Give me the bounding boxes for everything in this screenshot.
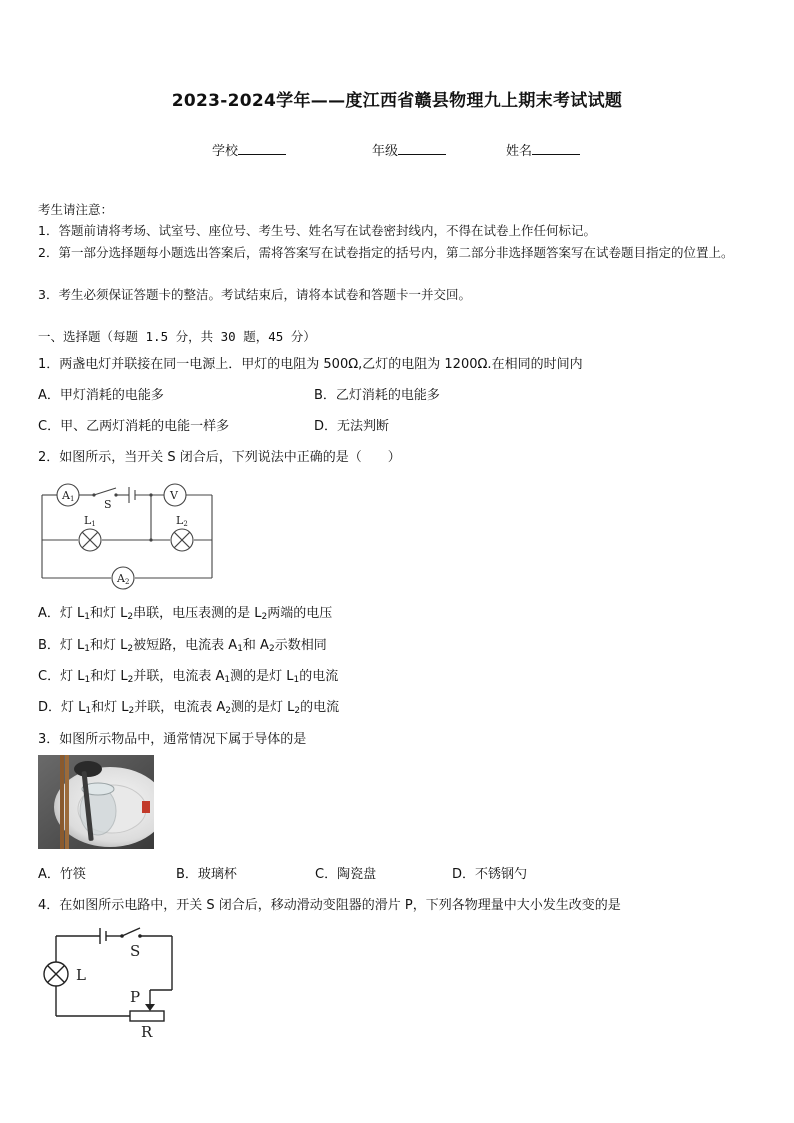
q3-option-a: A．竹筷 — [38, 867, 86, 882]
q3-option-b: B．玻璃杯 — [176, 867, 237, 882]
q2-option-a: A．灯 $L_1$和灯 $L_2$串联，电压表测的是 $L_2$两端的电压 — [38, 606, 333, 622]
notice-heading: 考生请注意： — [38, 202, 114, 217]
q2-option-d: D．灯 $L_1$和灯 $L_2$并联，电流表 $A_2$测的是灯 $L_2$的电流 — [38, 700, 340, 716]
q1-option-b: B．乙灯消耗的电能多 — [314, 388, 440, 403]
page-title: 2023-2024学年——度江西省赣县物理九上期末考试试题 — [171, 91, 623, 111]
q1-option-d: D．无法判断 — [314, 419, 390, 434]
school-field — [212, 140, 286, 159]
q4-circuit-diagram — [36, 924, 186, 1042]
tableware-image — [38, 755, 154, 849]
q2-option-c: C．灯 $L_1$和灯 $L_2$并联，电流表 $A_1$测的是灯 $L_1$的电流 — [38, 669, 339, 685]
ammeter-a1-label: A1 — [62, 489, 75, 503]
school-label: 学校 — [212, 144, 239, 159]
lamp-l1-label: L1 — [84, 514, 96, 528]
q3-stem: 3．如图所示物品中，通常情况下属于导体的是 — [38, 732, 307, 747]
q3-option-d: D．不锈钢勺 — [452, 867, 528, 882]
q4-stem: 4．在如图所示电路中，开关 S 闭合后，移动滑动变阻器的滑片 P，下列各物理量中大小发生改变的是 — [38, 898, 621, 913]
q2-option-b: B．灯 $L_1$和灯 $L_2$被短路，电流表 $A_1$和 $A_2$示数相同 — [38, 638, 327, 654]
lamp-l-label: L — [76, 966, 86, 984]
name-field — [506, 140, 580, 159]
name-label: 姓名 — [506, 144, 533, 159]
section-heading: 一、选择题（每题 1.5 分，共 30 题，45 分） — [38, 329, 316, 344]
switch-s-label: S — [104, 498, 112, 511]
q1-option-a: A．甲灯消耗的电能多 — [38, 388, 164, 403]
school-blank — [238, 142, 286, 155]
q3-photo-objects — [38, 755, 154, 849]
notice-item-3: 3．考生必须保证答题卡的整洁。考试结束后，请将本试卷和答题卡一并交回。 — [38, 287, 471, 302]
switch-s-label: S — [130, 942, 141, 960]
ammeter-a2-label: A2 — [117, 572, 130, 586]
grade-field — [372, 140, 446, 159]
grade-blank — [398, 142, 446, 155]
q2-stem: 2．如图所示，当开关 S 闭合后，下列说法中正确的是（ ） — [38, 450, 401, 465]
rheostat-r-label: R — [141, 1023, 153, 1041]
grade-label: 年级 — [372, 144, 399, 159]
name-blank — [532, 142, 580, 155]
voltmeter-label: V — [170, 489, 178, 502]
notice-item-2: 2．第一部分选择题每小题选出答案后，需将答案写在试卷指定的括号内，第二部分非选择题答案写在试卷题目指定的位置上。 — [38, 245, 734, 260]
slider-p-label: P — [130, 988, 141, 1006]
q1-stem: 1．两盏电灯并联接在同一电源上．甲灯的电阻为 500Ω,乙灯的电阻为 1200Ω.在相同的时间内 — [38, 357, 583, 372]
q2-circuit-diagram — [36, 478, 220, 590]
notice-item-1: 1．答题前请将考场、试室号、座位号、考生号、姓名写在试卷密封线内，不得在试卷上作任何标记。 — [38, 223, 596, 238]
q3-option-c: C．陶瓷盘 — [315, 867, 377, 882]
q1-option-c: C．甲、乙两灯消耗的电能一样多 — [38, 419, 230, 434]
lamp-l2-label: L2 — [176, 514, 188, 528]
